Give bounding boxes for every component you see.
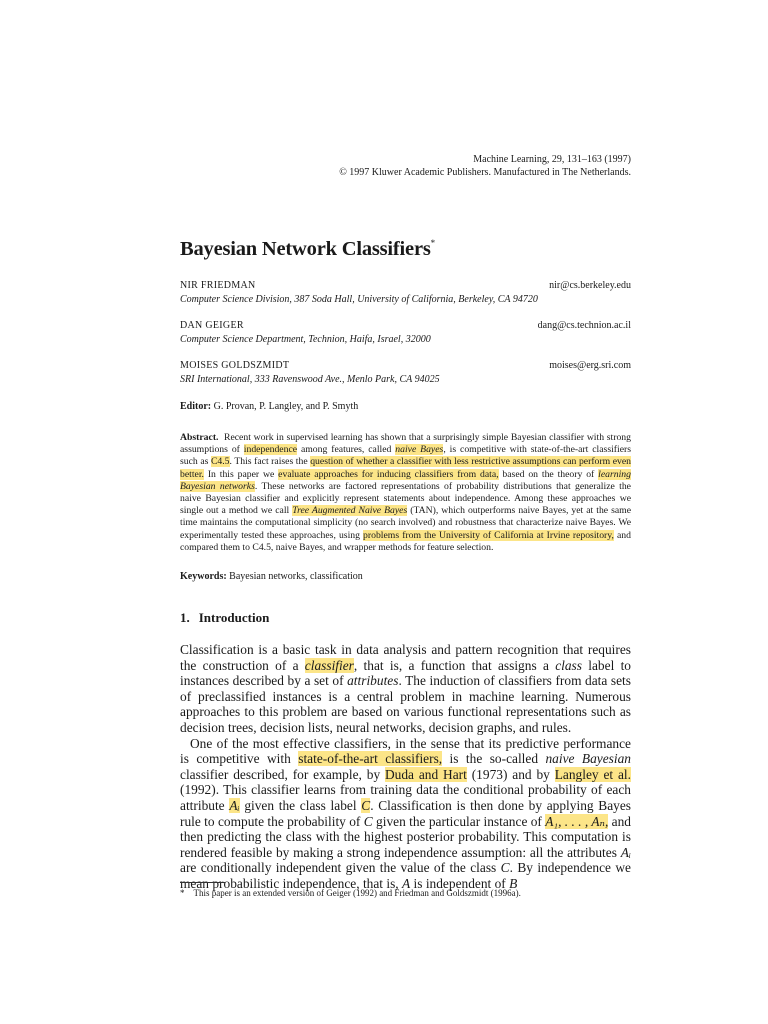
author-affiliation: Computer Science Division, 387 Soda Hall, University of California, Berkeley, CA 94720 [180,294,538,305]
footnote-text: This paper is an extended version of Geiger (1992) and Friedman and Goldszmidt (1996a). [193,888,521,898]
author-email: nir@cs.berkeley.edu [549,280,631,291]
text-run: Classification is a basic task in data analysis and pattern recognition that requires the construction of a [180,642,631,673]
keywords-line [180,571,363,582]
abstract-text: (TAN), which outperforms naive Bayes, yet at the same time maintains the computational simplicity (no search involved) and robustness that characterize naive Bayes. We experimentally tested these approaches, using [180,505,632,541]
abstract-text: and compared them to C4.5, naive Bayes, and wrapper methods for feature selection. [180,529,631,553]
math-symbol: C [500,860,510,876]
highlight: state-of-the-art classifiers, [298,751,443,767]
highlight: classifier [304,657,354,673]
editor-label: Editor: [180,401,212,412]
text-run: is independent of [410,875,510,891]
section-title: Introduction [198,610,270,625]
highlight: C4.5 [210,456,230,468]
text-run: . Classification is then done by applying Bayes rule to compute the probability of [180,797,631,829]
highlight: evaluate approaches for inducing classifiers from data, [278,468,499,480]
journal-citation: Machine Learning, 29, 131–163 (1997) [473,154,631,165]
emphasis: naive Bayesian [545,751,631,767]
author-name: DAN GEIGER [180,320,244,331]
text-run: One of the most effective classifiers, in the sense that its predictive performance is competitive with [180,735,631,767]
editor-line [180,401,358,412]
highlight: problems from the University of California at Irvine repository, [363,529,614,541]
text-run: label to instances described by a set of [180,657,631,689]
abstract-text: . This fact raises the [229,456,311,468]
author-affiliation: Computer Science Department, Technion, Haifa, Israel, 32000 [180,334,431,345]
abstract-text: In this paper we [203,468,279,480]
author-email: dang@cs.technion.ac.il [537,320,631,331]
text-run: given the particular instance of [372,813,546,829]
math-symbol: Aᵢ [620,844,631,860]
journal-copyright: © 1997 Kluwer Academic Publishers. Manufactured in The Netherlands. [339,167,631,178]
abstract [180,432,631,554]
author-name: NIR FRIEDMAN [180,280,256,291]
editor-names: G. Provan, P. Langley, and P. Smyth [213,401,359,412]
abstract-text: . These networks are factored representations of probability distributions that generalize the naive Bayesian classifier and explicitly represent statements about independence. Among these approaches we single out a method we call [180,480,631,517]
abstract-text: based on the theory of [498,468,599,480]
section-heading [180,610,269,626]
text-run: (1973) and by [466,766,555,782]
author-affiliation: SRI International, 333 Ravenswood Ave., Menlo Park, CA 94025 [180,374,440,385]
author-block [180,279,631,307]
section-number: 1. [180,610,190,625]
highlight: independence [243,444,298,456]
text-run: is the so-called [442,751,546,767]
math-symbol: A [402,875,411,891]
highlight: naive Bayes [395,444,444,456]
paper-title [180,238,435,261]
abstract-text: among features, called [297,444,396,456]
keywords-text: Bayesian networks, classification [229,571,363,582]
abstract-text: , is competitive with state-of-the-art classifiers such as [180,444,631,468]
author-block [180,359,631,387]
keywords-label: Keywords: [180,571,227,582]
abstract-text: Recent work in supervised learning has shown that a surprisingly simple Bayesian classifier with strong assumptions of [180,432,631,456]
body-text [180,642,631,892]
paragraph [180,736,631,892]
emphasis: class [555,657,582,673]
highlight: Duda and Hart [385,766,467,782]
highlight: Langley et al. [554,766,632,782]
text-run: are conditionally independent given the value of the class [180,860,501,876]
text-run: . By independence we mean probabilistic independence, that is, [180,860,631,891]
math-symbol: C [361,797,371,813]
text-run: given the class label [239,797,362,813]
math-symbol: C [363,813,373,829]
emphasis: attributes [347,673,399,689]
highlight: learning Bayesian networks [180,468,631,492]
text-run: , that is, a function that assigns a [353,657,556,673]
footnote-rule [180,882,225,883]
paper-title-text: Bayesian Network Classifiers [180,238,431,260]
text-run: classifier described, for example, by [180,766,385,782]
author-email: moises@erg.sri.com [549,360,631,371]
math-symbol: Aᵢ [229,797,240,813]
text-run: and then predicting the class with the highest posterior probability. This computation is rendered feasible by making a strong independence assumption: all the attributes [180,813,632,860]
text-run: . The induction of classifiers from data sets of preclassified instances is a central problem in machine learning. Numerous approaches to this problem are based on various functional representations such as decision trees, decision lists, neural networks, decision graphs, and rules. [180,673,631,735]
text-run: (1992). This classifier learns from training data the conditional probability of each attribute [180,782,631,813]
math-symbol: B [509,875,518,891]
journal-header [339,153,631,179]
footnote [180,888,521,898]
paragraph [180,642,631,736]
author-block [180,319,631,347]
title-footnote-mark: * [430,238,435,248]
author-name: MOISES GOLDSZMIDT [180,360,290,371]
highlight: question of whether a classifier with less restrictive assumptions can perform even better. [180,456,632,480]
math-symbol: A₁, . . . , Aₙ, [545,813,609,829]
abstract-label: Abstract. [180,432,219,443]
footnote-mark: * [180,888,185,898]
highlight: Tree Augmented Naive Bayes [292,505,408,517]
